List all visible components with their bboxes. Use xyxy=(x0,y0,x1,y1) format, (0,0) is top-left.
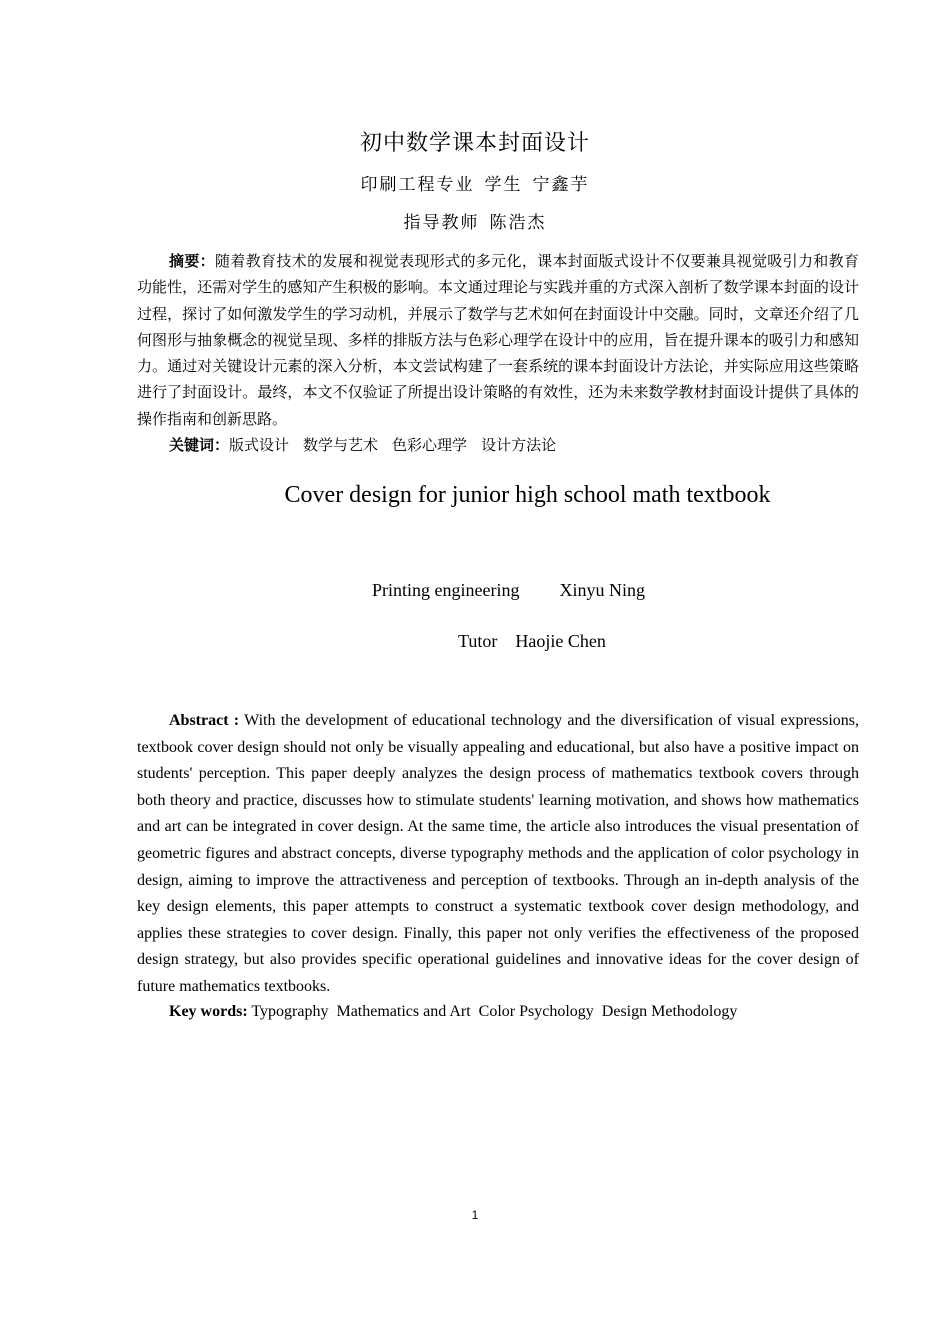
chinese-author-major: 印刷工程专业 xyxy=(360,175,475,195)
chinese-keywords-label: 关键词： xyxy=(169,436,230,454)
english-keywords xyxy=(137,999,859,1025)
english-author-name: Xinyu Ning xyxy=(559,580,645,600)
english-author-line xyxy=(372,580,645,601)
english-tutor-line xyxy=(458,631,606,652)
english-abstract-label: Abstract : xyxy=(169,712,240,729)
english-keywords-label: Key words: xyxy=(169,1003,248,1020)
english-tutor-name: Haojie Chen xyxy=(515,631,606,651)
english-abstract-text: With the development of educational technology and the diversification of visual expressions, textbook cover design should not only be visually appealing and educational, but also have a positive impact on students' perception. This paper deeply analyzes the design process of mathematics textbook covers through both theory and practice, discusses how to stimulate students' learning motivation, and shows how mathematics and art can be integrated in cover design. At the same time, the article also introduces the visual presentation of geometric figures and abstract concepts, diverse typography methods and the application of color psychology in design, aiming to improve the attractiveness and perception of textbooks. Through an in-depth analysis of the key design elements, this paper attempts to construct a systematic textbook cover design methodology, and applies these strategies to cover design. Finally, this paper not only verifies the effectiveness of the proposed design strategy, but also provides specific operational guidelines and innovative ideas for the cover design of future mathematics textbooks. xyxy=(137,712,860,995)
english-author-major: Printing engineering xyxy=(372,580,520,600)
chinese-keyword: 设计方法论 xyxy=(481,436,557,454)
chinese-keywords xyxy=(137,432,859,458)
english-abstract xyxy=(137,708,859,1001)
page-number: 1 xyxy=(471,1208,479,1222)
english-tutor-label: Tutor xyxy=(458,631,498,651)
english-keyword: Design Methodology xyxy=(601,1003,738,1020)
chinese-tutor-name: 陈浩杰 xyxy=(489,213,547,233)
chinese-tutor-line xyxy=(0,208,950,233)
chinese-author-line xyxy=(0,170,950,195)
chinese-keyword: 数学与艺术 xyxy=(303,436,379,454)
chinese-keyword: 色彩心理学 xyxy=(392,436,468,454)
chinese-author-role: 学生 xyxy=(484,175,523,195)
english-keyword: Color Psychology xyxy=(478,1003,594,1020)
chinese-tutor-label: 指导教师 xyxy=(403,213,480,233)
english-keyword: Typography xyxy=(251,1003,329,1020)
chinese-abstract-text: 随着教育技术的发展和视觉表现形式的多元化，课本封面版式设计不仅要兼具视觉吸引力和教育功能性，还需对学生的感知产生积极的影响。本文通过理论与实践并重的方式深入剖析了数学课本封面的设计过程，探讨了如何激发学生的学习动机，并展示了数学与艺术如何在封面设计中交融。同时，文章还介绍了几何图形与抽象概念的视觉呈现、多样的排版方法与色彩心理学在设计中的应用，旨在提升课本的吸引力和感知力。通过对关键设计元素的深入分析，本文尝试构建了一套系统的课本封面设计方法论，并实际应用这些策略进行了封面设计。最终，本文不仅验证了所提出设计策略的有效性，还为未来数学教材封面设计提供了具体的操作指南和创新思路。 xyxy=(137,252,859,428)
chinese-title: 初中数学课本封面设计 xyxy=(359,131,590,156)
chinese-abstract xyxy=(137,248,859,432)
english-keyword: Mathematics and Art xyxy=(336,1003,471,1020)
chinese-author-name: 宁鑫芋 xyxy=(532,175,590,195)
english-title: Cover design for junior high school math textbook xyxy=(284,482,771,508)
chinese-abstract-label: 摘要： xyxy=(169,252,216,270)
chinese-keyword: 版式设计 xyxy=(229,436,290,454)
